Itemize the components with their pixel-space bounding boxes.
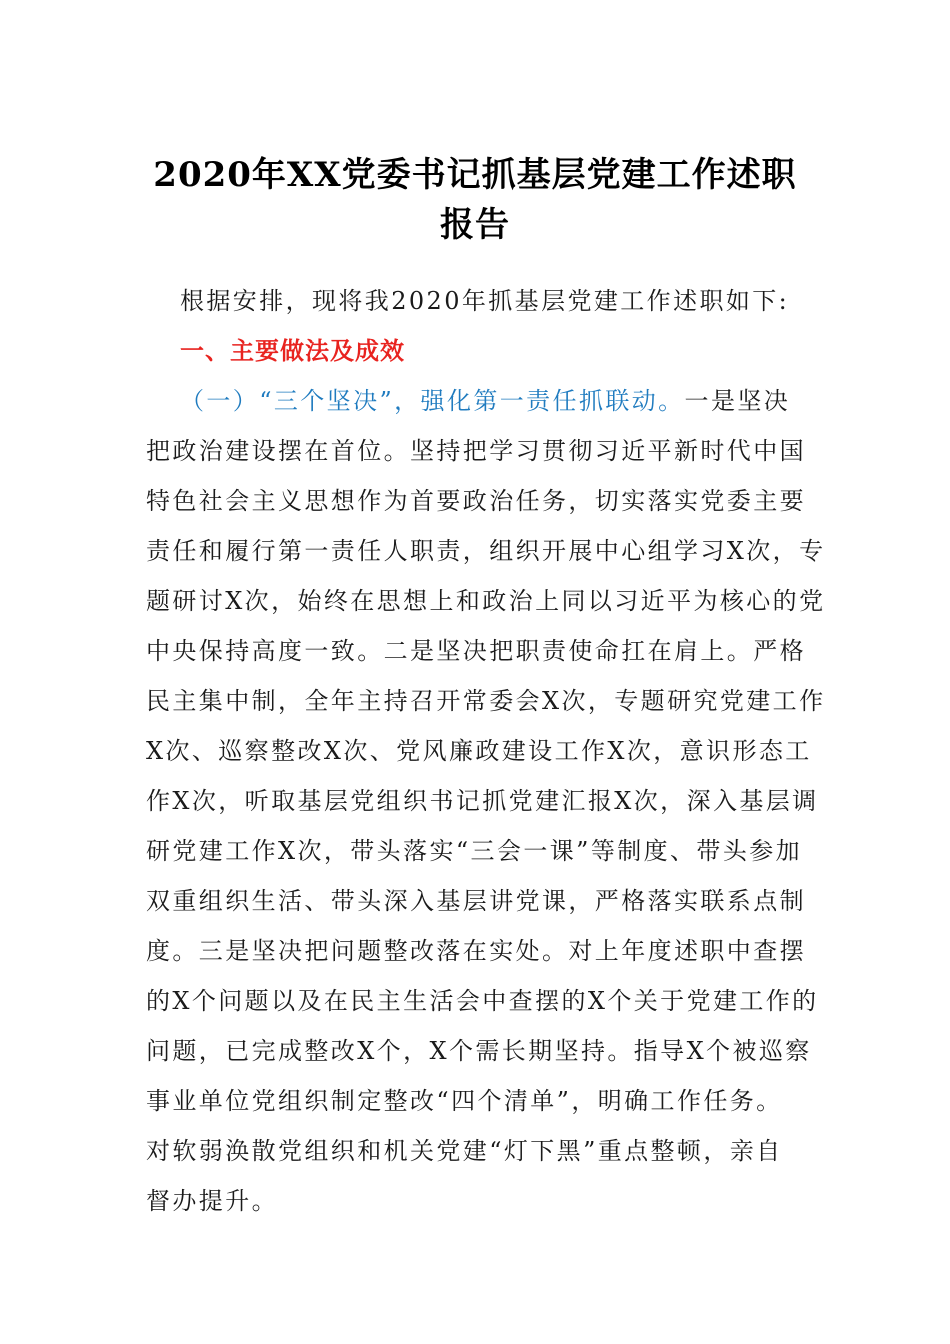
body-line: 作X次，听取基层党组织书记抓党建汇报X次，深入基层调 <box>146 787 819 815</box>
section-heading: 一、主要做法及成效 <box>180 337 405 365</box>
body-line: 题研讨X次，始终在思想上和政治上同以习近平为核心的党 <box>146 587 826 615</box>
body-line: 把政治建设摆在首位。坚持把学习贯彻习近平新时代中国 <box>146 437 806 465</box>
body-line: 特色社会主义思想作为首要政治任务，切实落实党委主要 <box>146 487 806 515</box>
body-line: 的X个问题以及在民主生活会中查摆的X个关于党建工作的 <box>146 987 819 1015</box>
title-line-2: 报告 <box>440 205 510 245</box>
body-line: 研党建工作X次，带头落实“三会一课”等制度、带头参加 <box>146 837 803 865</box>
body-line: X次、巡察整改X次、党风廉政建设工作X次，意识形态工 <box>146 737 812 765</box>
document-title <box>140 150 810 250</box>
body-line: 问题，已完成整改X个，X个需长期坚持。指导X个被巡察 <box>146 1037 812 1065</box>
body-line: 事业单位党组织制定整改“四个清单”，明确工作任务。 <box>146 1087 783 1115</box>
body-line: 双重组织生活、带头深入基层讲党课，严格落实联系点制 <box>146 887 806 915</box>
title-line-1: 2020年XX党委书记抓基层党建工作述职 <box>153 155 797 195</box>
subsection-first-line <box>180 376 840 426</box>
body-line: 民主集中制，全年主持召开常委会X次，专题研究党建工作 <box>146 687 826 715</box>
subsection-first-line-text: 一是坚决 <box>684 387 791 415</box>
body-line: 督办提升。 <box>146 1187 278 1215</box>
body-line: 度。三是坚决把问题整改落在实处。对上年度述职中查摆 <box>146 937 806 965</box>
body-line: 责任和履行第一责任人职责，组织开展中心组学习X次，专 <box>146 537 826 565</box>
body-line: 中央保持高度一致。二是坚决把职责使命扛在肩上。严格 <box>146 637 806 665</box>
body-line: 对软弱涣散党组织和机关党建“灯下黑”重点整顿，亲自 <box>146 1137 783 1165</box>
intro-paragraph: 根据安排，现将我2020年抓基层党建工作述职如下: <box>180 287 790 315</box>
subsection-heading: （一）“三个坚决”，强化第一责任抓联动。 <box>180 387 685 415</box>
